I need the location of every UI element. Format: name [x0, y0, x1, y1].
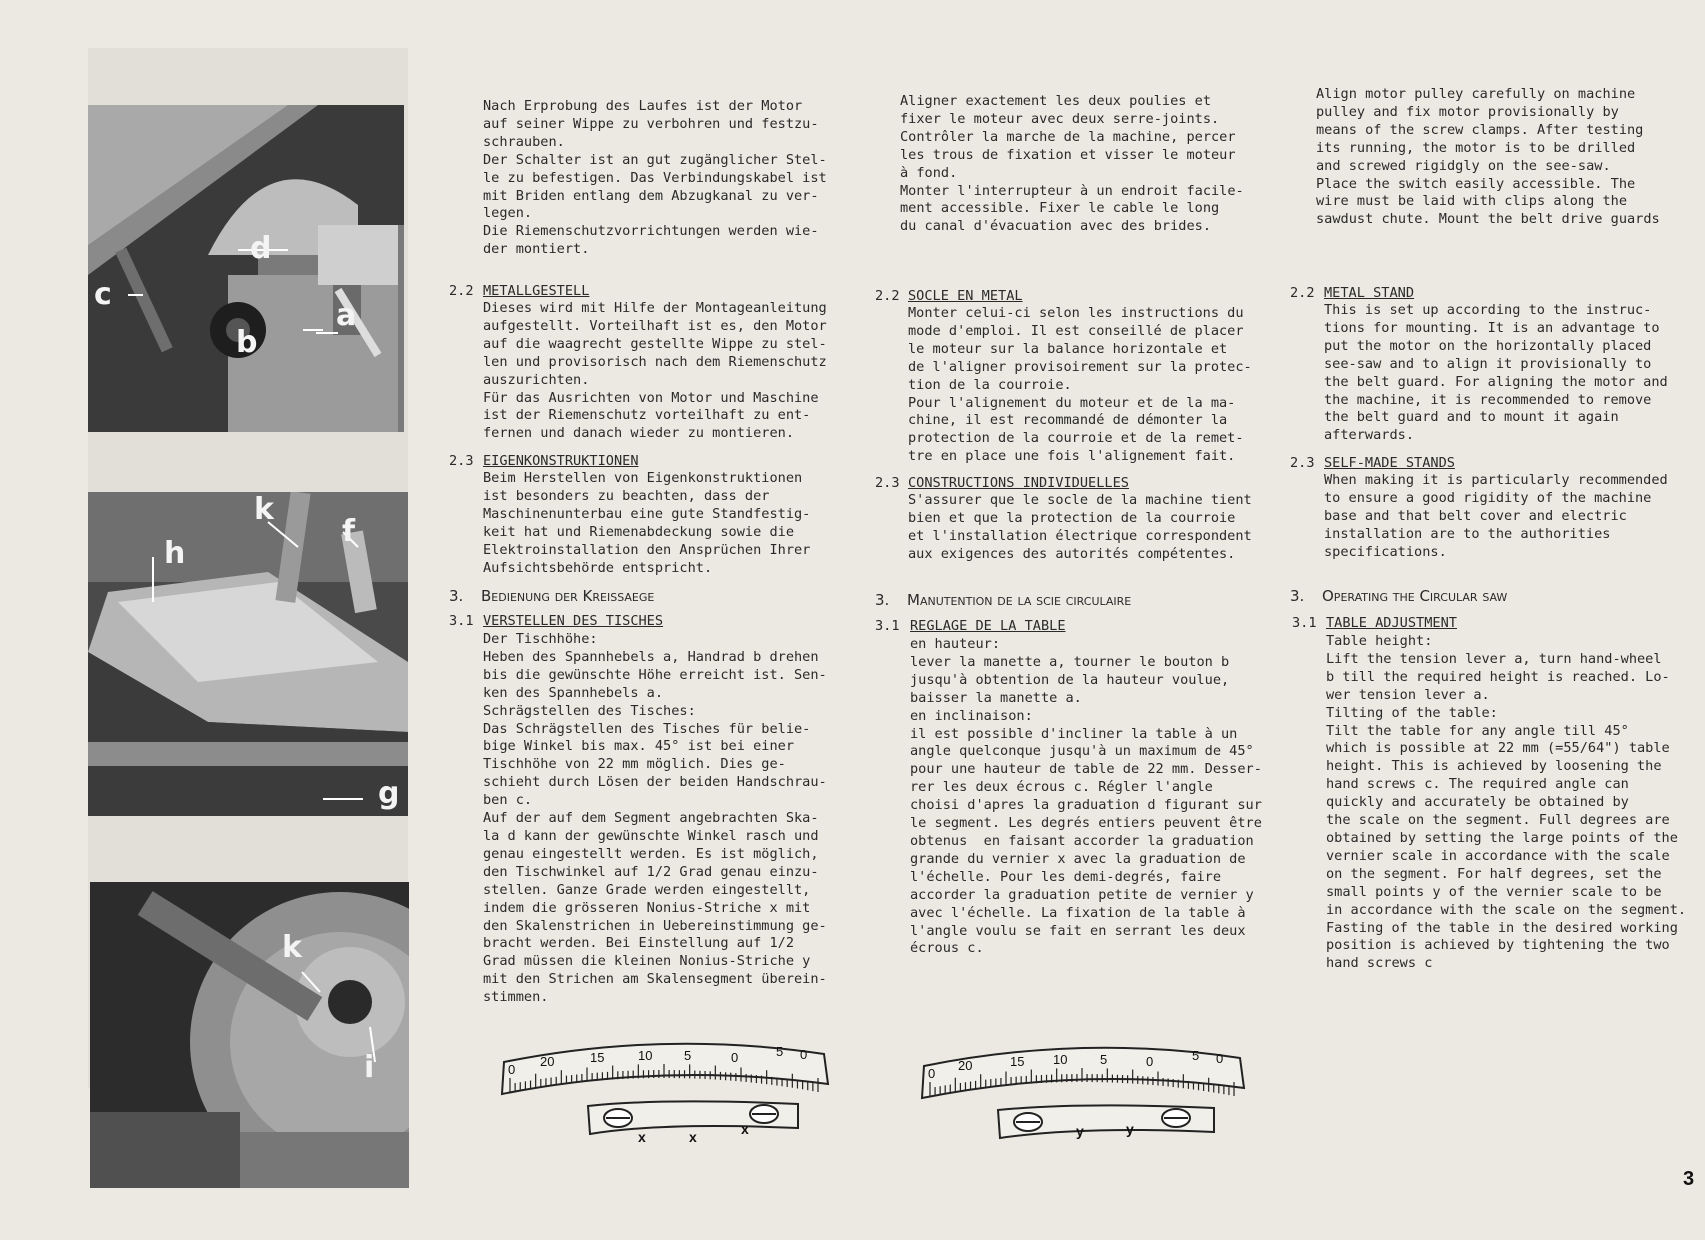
- english-section-2-3-number: 2.3: [1290, 455, 1315, 471]
- photo-saw-table: [88, 492, 408, 816]
- scale-label-0-left: 0: [508, 1062, 516, 1077]
- german-section-2-3-number: 2.3: [449, 453, 474, 469]
- scale-label-0-right: 0: [800, 1047, 808, 1062]
- scale-label-20: 20: [958, 1058, 973, 1073]
- english-section-2-2-title: METAL STAND: [1324, 285, 1415, 301]
- german-section-2-2-title: METALLGESTELL: [483, 283, 590, 299]
- vernier-scale-diagram-x: [498, 1032, 833, 1144]
- photo-label-k-2: k: [282, 930, 302, 965]
- photo-label-i: i: [364, 1050, 375, 1085]
- photo-label-b: b: [236, 325, 258, 360]
- scale-label-0-mid: 0: [1146, 1054, 1154, 1069]
- photo-label-k: k: [254, 492, 274, 527]
- vernier-mark-x-1: x: [638, 1129, 646, 1144]
- german-section-2-2-number: 2.2: [449, 283, 474, 299]
- english-intro: Align motor pulley carefully on machine pulley and fix motor provisionally by means of the screw clamps. After testing its running, the motor is to be drilled and screwed rigidgly on the see-saw. Place the switch easily accessible. The wire must be laid with clips along the sawdust chute. Mount the belt drive guards: [1316, 86, 1660, 228]
- english-section-2-2-body: This is set up according to the instruc- tions for mounting. It is an advantage to put the motor on the horizontally placed see-saw and to align it provisionally to the belt guard. For aligning the motor and the machine, it is recommended to remove the belt guard and to mount it again afterwards.: [1324, 302, 1668, 444]
- german-section-2-3-title: EIGENKONSTRUKTIONEN: [483, 453, 639, 469]
- french-section-2-2-number: 2.2: [875, 288, 900, 304]
- vernier-mark-y-2: y: [1126, 1121, 1134, 1137]
- german-section-2-3-body: Beim Herstellen von Eigenkonstruktionen ist besonders zu beachten, dass der Maschinenunterbau eine gute Standfestig- keit hat und Riemenabdeckung sowie die Elektroinstallation den Ansprüchen Ihrer Aufsichtsbehörde entspricht.: [483, 470, 811, 576]
- french-section-3-1-body: en hauteur: lever la manette a, tourner le bouton b jusqu'à obtention de la hauteur voulue, baisser la manette a. en inclinaison: il est possible d'incliner la table à un angle quelconque jusqu'à un maximum de 45° pour une hauteur de table de 22 mm. Desser- rer les deux écrous c. Régler l'angle choisi d'apres la graduation d figurant sur le segment. Les degrés entiers peuvent être obtenus en faisant accorder la graduation grande du vernier x avec la graduation de l'échelle. Pour les demi-degrés, faire accorder la graduation petite de vernier y avec l'échelle. La fixation de la table à l'angle voulu se fait en serrant les deux écrous c.: [910, 636, 1262, 957]
- photo-saw-table-image: [88, 492, 408, 816]
- scale-label-5-right: 5: [1192, 1048, 1200, 1063]
- french-section-2-3-title: CONSTRUCTIONS INDIVIDUELLES: [908, 475, 1129, 491]
- scale-label-5: 5: [684, 1048, 692, 1063]
- photo-label-d: d: [250, 231, 272, 266]
- photo-label-c: c: [94, 277, 112, 312]
- german-section-2-2-body: Dieses wird mit Hilfe der Montageanleitung aufgestellt. Vorteilhaft ist es, den Motor auf die waagrecht gestellte Wippe zu stel- len und provisorisch nach dem Riemenschutz auszurichten. Für das Ausrichten von Motor und Maschine ist der Riemenschutz vorteilhaft zu ent- fernen und danach wieder zu montieren.: [483, 300, 827, 442]
- photo-blade-flange-image: [90, 882, 409, 1188]
- french-section-2-2-title: SOCLE EN METAL: [908, 288, 1023, 304]
- scale-label-0-right: 0: [1216, 1051, 1224, 1066]
- french-intro: Aligner exactement les deux poulies et fixer le moteur avec deux serre-joints. Contrôler la marche de la machine, percer les trous de fixation et visser le moteur à fond. Monter l'interrupteur à un endroit facile- ment accessible. Fixer le cable le long du canal d'évacuation avec des brides.: [900, 93, 1244, 235]
- vernier-mark-y-1: y: [1076, 1123, 1084, 1139]
- photo-label-g: g: [378, 776, 400, 811]
- scale-label-5: 5: [1100, 1052, 1108, 1067]
- german-section-3-1-number: 3.1: [449, 613, 474, 629]
- english-section-3-title: Operating the Circular saw: [1322, 587, 1508, 605]
- photo-label-h: h: [164, 536, 186, 571]
- scale-label-5-right: 5: [776, 1044, 784, 1059]
- scale-label-15: 15: [1010, 1054, 1025, 1069]
- french-section-2-2-body: Monter celui-ci selon les instructions du mode d'emploi. Il est conseillé de placer le moteur sur la balance horizontale et de l'aligner provisoirement sur la protec- tion de la courroie. Pour l'alignement du moteur et de la ma- chine, il est recommandé de démonter la protection de la courroie et de la remet- tre en place une fois l'alignement fait.: [908, 305, 1252, 465]
- german-section-3-1-title: VERSTELLEN DES TISCHES: [483, 613, 664, 629]
- english-section-3-1-body: Table height: Lift the tension lever a, turn hand-wheel b till the required height is reached. Lo- wer tension lever a. Tilting of the table: Tilt the table for any angle till 45° which is possible at 22 mm (=55/64") table height. This is achieved by loosening the hand screws c. The required angle can quickly and accurately be obtained by the scale on the segment. Full degrees are obtained by setting the large points of the vernier scale in accordance with the scale on the segment. For half degrees, set the small points y of the vernier scale to be in accordance with the scale on the segment. Fasting of the table in the desired working position is achieved by tightening the two hand screws c: [1326, 633, 1687, 972]
- scale-label-20: 20: [540, 1054, 555, 1069]
- scale-label-0-left: 0: [928, 1066, 936, 1081]
- english-section-3-number: 3.: [1290, 587, 1305, 605]
- french-section-3-title: Manutention de la scie circulaire: [907, 591, 1132, 609]
- german-section-3-1-body: Der Tischhöhe: Heben des Spannhebels a, Handrad b drehen bis die gewünschte Höhe erreicht ist. Sen- ken des Spannhebels a. Schrägstellen des Tisches: Das Schrägstellen des Tisches für belie- bige Winkel bis max. 45° ist bei einer Tischhöhe von 22 mm möglich. Dies ge- schieht durch Lösen der beiden Handschrau- ben c. Auf der auf dem Segment angebrachten Ska- la d kann der gewünschte Winkel rasch und genau eingestellt werden. Es ist möglich, den Tischwinkel auf 1/2 Grad genau einzu- stellen. Ganze Grade werden eingestellt, indem die grösseren Nonius-Striche x mit den Skalenstrichen in Uebereinstimmung ge- bracht werden. Bei Einstellung auf 1/2 Grad müssen die kleinen Nonius-Striche y mit den Strichen am Skalensegment überein- stimmen.: [483, 631, 827, 1006]
- vernier-mark-x-3: x: [741, 1121, 749, 1137]
- french-section-3-number: 3.: [875, 591, 890, 609]
- photo-label-f: f: [342, 514, 356, 549]
- german-intro: Nach Erprobung des Laufes ist der Motor auf seiner Wippe zu verbohren und festzu- schrauben. Der Schalter ist an gut zugänglicher Stel- le zu befestigen. Das Verbindungskabel ist mit Briden entlang dem Abzugkanal zu ver- legen. Die Riemenschutzvorrichtungen werden wie- der montiert.: [483, 98, 827, 258]
- photo-label-a: a: [336, 298, 357, 333]
- french-section-3-1-title: REGLAGE DE LA TABLE: [910, 618, 1066, 634]
- english-section-3-1-number: 3.1: [1292, 615, 1317, 631]
- photo-blade-flange: [90, 882, 409, 1188]
- german-section-3-number: 3.: [449, 587, 464, 605]
- french-section-2-3-number: 2.3: [875, 475, 900, 491]
- scale-label-10: 10: [1053, 1052, 1068, 1067]
- english-section-2-2-number: 2.2: [1290, 285, 1315, 301]
- page-number: 3: [1683, 1168, 1695, 1190]
- english-section-2-3-body: When making it is particularly recommended to ensure a good rigidity of the machine base and that belt cover and electric installation are to the authorities specifications.: [1324, 472, 1668, 560]
- scale-label-15: 15: [590, 1050, 605, 1065]
- french-section-2-3-body: S'assurer que le socle de la machine tient bien et que la protection de la courroie et l'installation électrique correspondent aux exigences des autorités compétentes.: [908, 492, 1252, 562]
- photo-table-mechanism: [88, 105, 404, 432]
- vernier-mark-x-2: x: [689, 1129, 697, 1144]
- french-section-3-1-number: 3.1: [875, 618, 900, 634]
- scale-label-10: 10: [638, 1048, 653, 1063]
- scale-label-0-mid: 0: [731, 1050, 739, 1065]
- vernier-scale-diagram-y: [918, 1036, 1248, 1148]
- english-section-3-1-title: TABLE ADJUSTMENT: [1326, 615, 1457, 631]
- english-section-2-3-title: SELF-MADE STANDS: [1324, 455, 1455, 471]
- photo-table-mechanism-image: [88, 105, 404, 432]
- german-section-3-title: Bedienung der Kreissaege: [481, 587, 655, 605]
